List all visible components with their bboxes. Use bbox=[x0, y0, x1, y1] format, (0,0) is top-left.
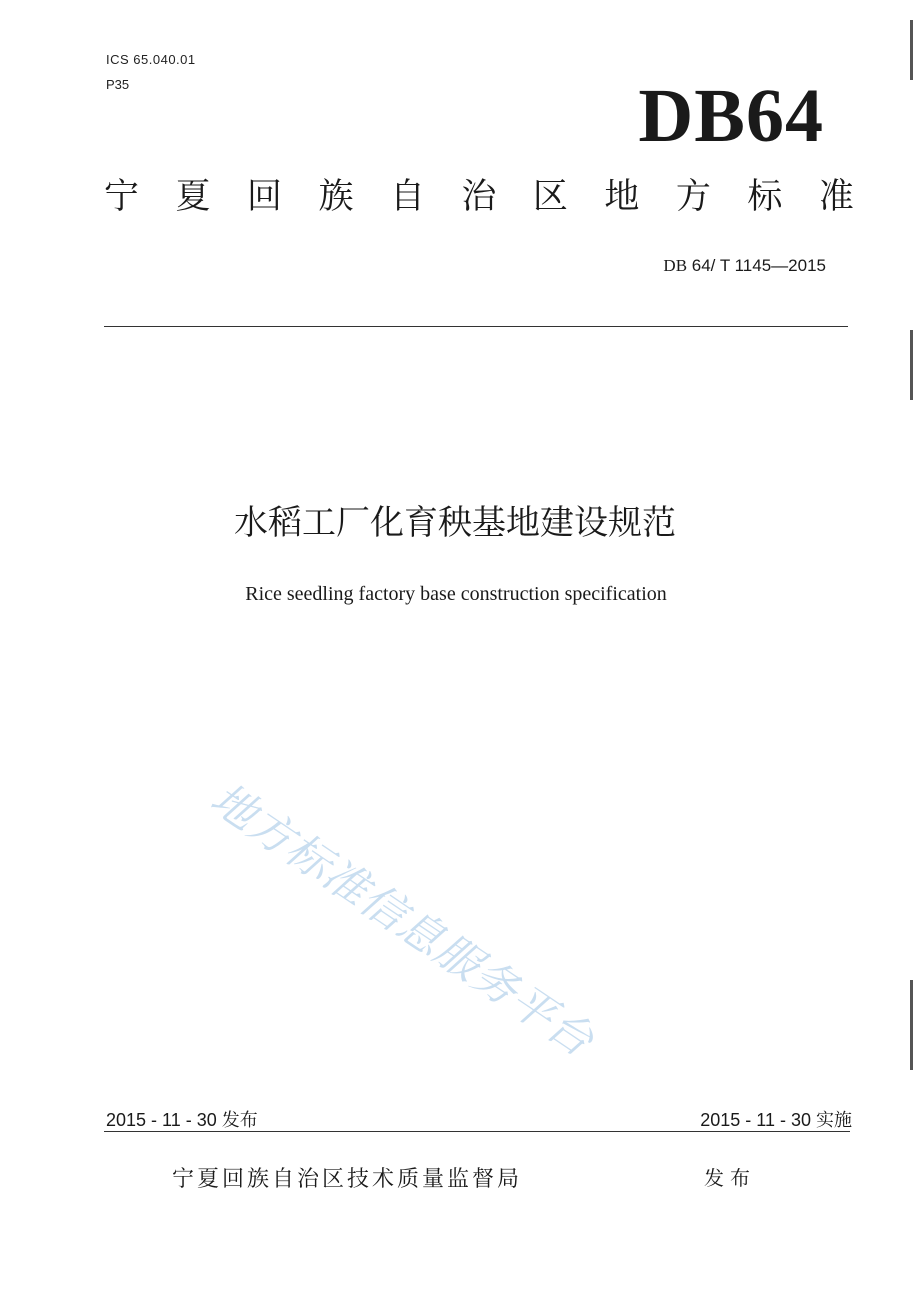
standard-type-char: 治 bbox=[461, 177, 497, 217]
ics-code: ICS 65.040.01 bbox=[106, 52, 196, 67]
footer-divider bbox=[104, 1131, 850, 1132]
header-divider bbox=[104, 326, 848, 327]
standard-number-rest: 64/ T 1145—2015 bbox=[687, 256, 826, 275]
standard-type-char: 准 bbox=[818, 177, 854, 217]
document-title-en: Rice seedling factory base construction specification bbox=[245, 583, 667, 605]
implement-date: 2015 - 11 - 30 实施 bbox=[700, 1110, 852, 1130]
document-title-cn: 水稻工厂化育秧基地建设规范 bbox=[234, 503, 676, 543]
issuing-authority: 宁夏回族自治区技术质量监督局 bbox=[172, 1167, 523, 1192]
publish-date: 2015 - 11 - 30 发布 bbox=[106, 1110, 258, 1130]
classification-code: P35 bbox=[106, 77, 130, 92]
standard-type-char: 区 bbox=[532, 177, 568, 217]
standard-type-title bbox=[104, 177, 854, 217]
watermark: 地方标准信息服务平台 bbox=[201, 773, 603, 1068]
standard-type-char: 地 bbox=[604, 177, 640, 217]
scan-edge-mark bbox=[910, 20, 913, 80]
issue-label: 发布 bbox=[704, 1166, 756, 1190]
standard-number bbox=[663, 256, 826, 276]
standard-type-char: 自 bbox=[389, 177, 425, 217]
standard-type-char: 宁 bbox=[104, 177, 140, 217]
standard-type-char: 标 bbox=[747, 177, 783, 217]
standard-type-char: 夏 bbox=[175, 177, 211, 217]
standard-number-prefix: DB bbox=[663, 256, 688, 275]
standard-type-char: 族 bbox=[318, 177, 354, 217]
standard-type-char: 回 bbox=[246, 177, 282, 217]
scan-edge-mark bbox=[910, 330, 913, 400]
standard-type-char: 方 bbox=[675, 177, 711, 217]
scan-edge-mark bbox=[910, 980, 913, 1070]
db64-logo: DB64 bbox=[638, 74, 824, 158]
